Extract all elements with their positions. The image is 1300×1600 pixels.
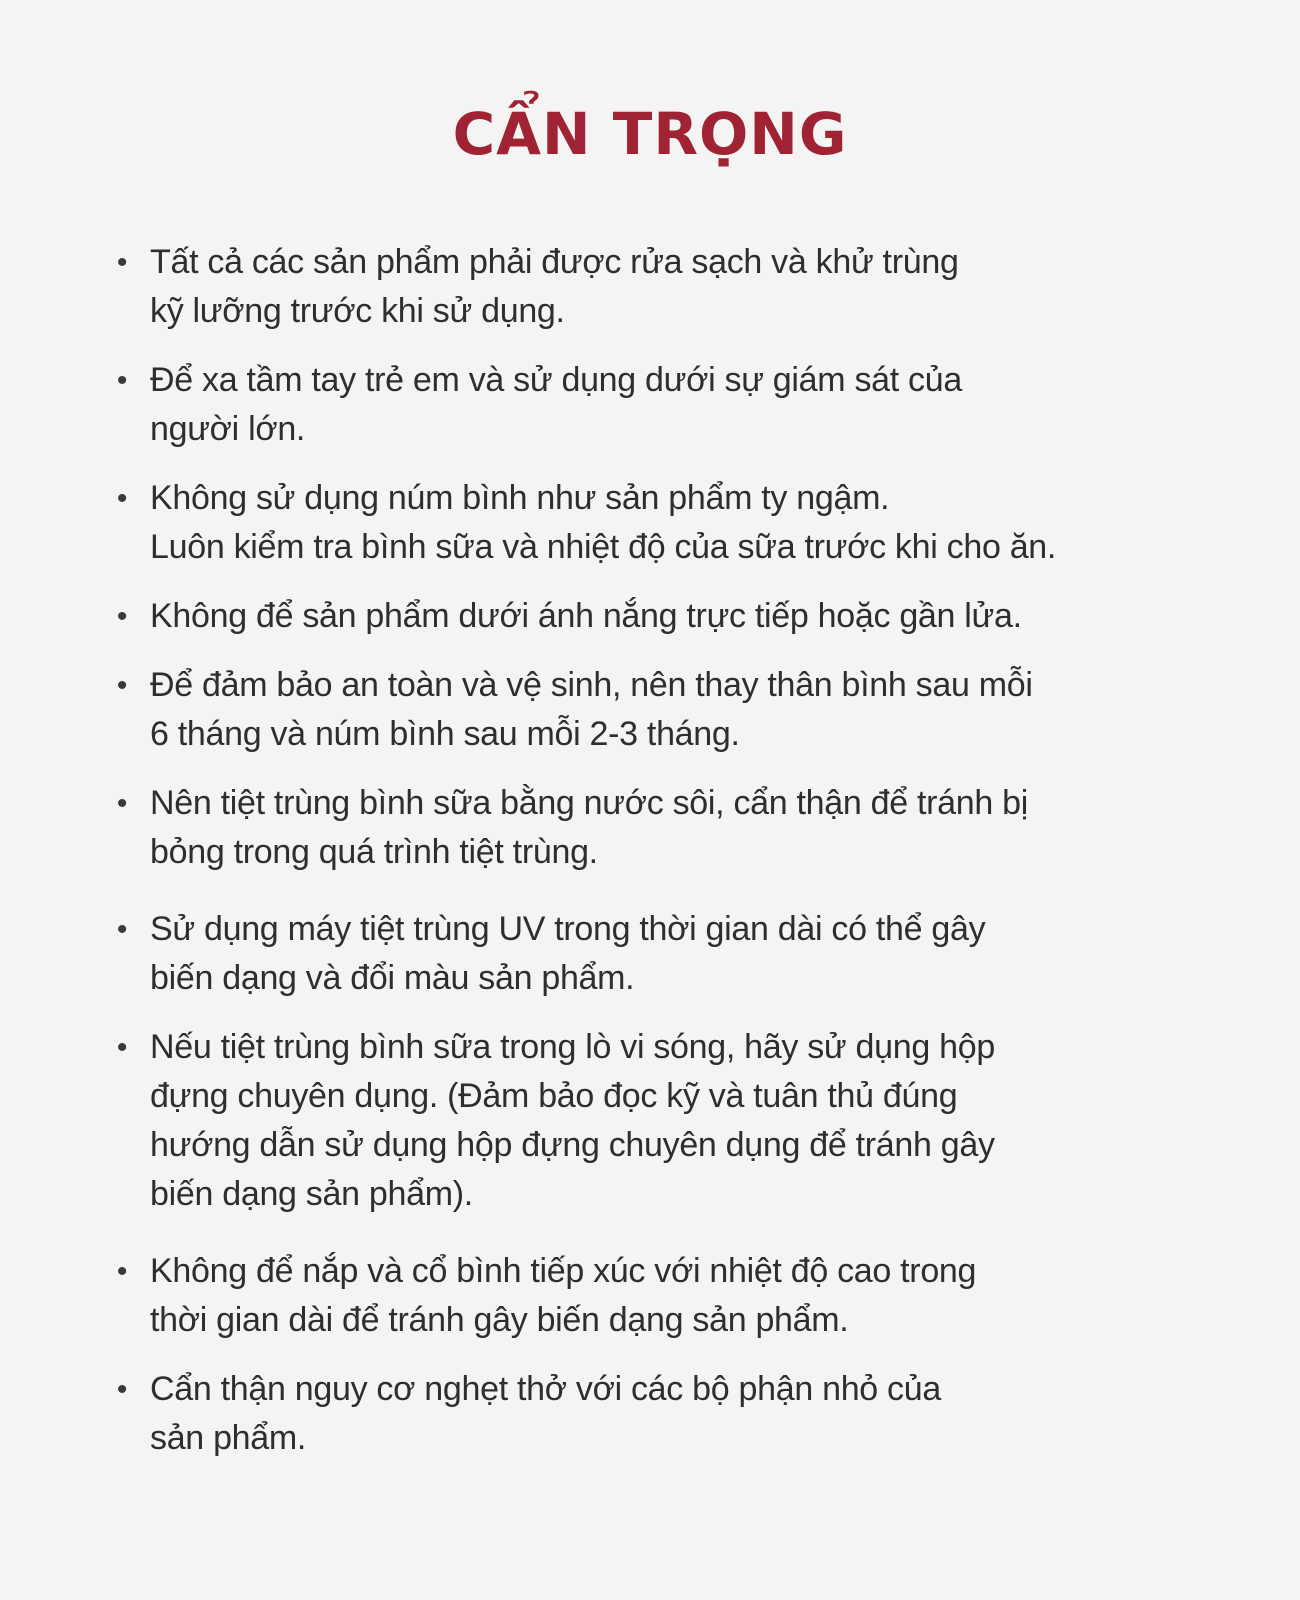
list-item xyxy=(116,474,1190,572)
caution-list xyxy=(116,238,1190,1483)
bullet-icon: • xyxy=(116,246,128,279)
bullet-icon: • xyxy=(116,669,128,702)
list-item xyxy=(116,1365,1190,1463)
list-item-line: kỹ lưỡng trước khi sử dụng. xyxy=(150,292,565,330)
list-item-line: Không để nắp và cổ bình tiếp xúc với nhiệt độ cao trong xyxy=(150,1252,977,1290)
bullet-icon: • xyxy=(116,1373,128,1406)
list-item-line: thời gian dài để tránh gây biến dạng sản phẩm. xyxy=(150,1301,849,1339)
list-item-line: biến dạng sản phẩm). xyxy=(150,1175,473,1213)
list-item-line: đựng chuyên dụng. (Đảm bảo đọc kỹ và tuân thủ đúng xyxy=(150,1077,958,1115)
list-item-line: Cẩn thận nguy cơ nghẹt thở với các bộ phận nhỏ của xyxy=(150,1370,941,1408)
list-item-line: Để đảm bảo an toàn và vệ sinh, nên thay thân bình sau mỗi xyxy=(150,666,1033,704)
page-title: CẨN TRỌNG xyxy=(452,100,848,168)
bullet-icon: • xyxy=(116,600,128,633)
list-item-line: hướng dẫn sử dụng hộp đựng chuyên dụng để tránh gây xyxy=(150,1126,995,1164)
bullet-icon: • xyxy=(116,1255,128,1288)
list-item-line: người lớn. xyxy=(150,410,306,448)
list-item-line: 6 tháng và núm bình sau mỗi 2-3 tháng. xyxy=(150,715,740,753)
list-item-line: Không sử dụng núm bình như sản phẩm ty ngậm. xyxy=(150,479,890,517)
list-item-line: Nên tiệt trùng bình sữa bằng nước sôi, cẩn thận để tránh bị xyxy=(150,784,1029,822)
list-item xyxy=(116,592,1190,641)
list-item xyxy=(116,1023,1190,1219)
list-item-line: sản phẩm. xyxy=(150,1419,307,1457)
list-item-line: Để xa tầm tay trẻ em và sử dụng dưới sự giám sát của xyxy=(150,361,962,399)
list-item xyxy=(116,779,1190,877)
bullet-icon: • xyxy=(116,1031,128,1064)
list-item-line: Không để sản phẩm dưới ánh nắng trực tiếp hoặc gần lửa. xyxy=(150,597,1022,635)
list-item-line: Tất cả các sản phẩm phải được rửa sạch và khử trùng xyxy=(150,243,959,281)
list-item xyxy=(116,1247,1190,1345)
list-item xyxy=(116,356,1190,454)
bullet-icon: • xyxy=(116,482,128,515)
list-item xyxy=(116,661,1190,759)
list-item-line: Nếu tiệt trùng bình sữa trong lò vi sóng, hãy sử dụng hộp xyxy=(150,1028,995,1066)
list-item-line: Sử dụng máy tiệt trùng UV trong thời gian dài có thể gây xyxy=(150,910,986,948)
list-item-line: bỏng trong quá trình tiệt trùng. xyxy=(150,833,598,871)
list-item xyxy=(116,905,1190,1003)
list-item-line: Luôn kiểm tra bình sữa và nhiệt độ của sữa trước khi cho ăn. xyxy=(150,528,1057,566)
bullet-icon: • xyxy=(116,364,128,397)
list-item xyxy=(116,238,1190,336)
bullet-icon: • xyxy=(116,913,128,946)
bullet-icon: • xyxy=(116,787,128,820)
list-item-line: biến dạng và đổi màu sản phẩm. xyxy=(150,959,635,997)
